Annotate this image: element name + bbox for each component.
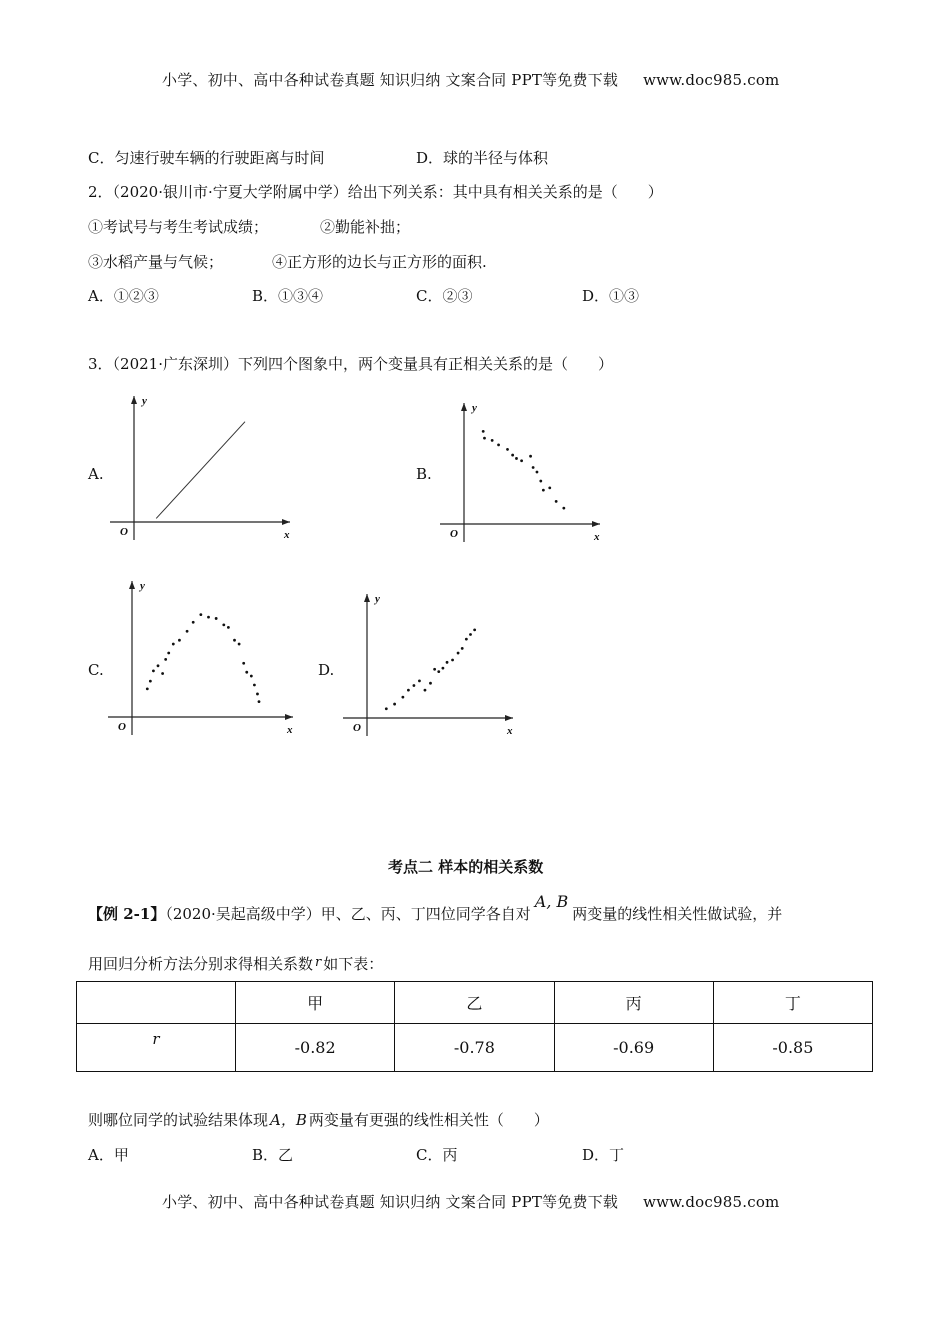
data-point (227, 626, 230, 629)
q3-label-a: A. (88, 465, 104, 483)
data-point (413, 684, 416, 687)
data-point (242, 662, 245, 665)
footer-site: www.doc985.com (643, 1193, 780, 1211)
q3-label-c: C. (88, 661, 104, 679)
example-option-c: C．丙 (416, 1146, 458, 1164)
data-point (424, 689, 427, 692)
data-point (256, 693, 259, 696)
data-point (167, 652, 170, 655)
data-point (532, 466, 535, 469)
example-text-3: 用回归分析方法分别求得相关系数 (88, 955, 314, 973)
y-axis-arrow-icon (364, 594, 370, 602)
data-point (157, 664, 160, 667)
x-axis-label: x (284, 529, 290, 541)
data-point (172, 643, 175, 646)
data-point (506, 448, 509, 451)
example-vars: A, B (534, 892, 569, 911)
example-option-a: A．甲 (88, 1146, 129, 1164)
plot-c (108, 575, 303, 735)
q2-option-a: A．①②③ (88, 287, 159, 305)
data-point (385, 707, 388, 710)
data-point (245, 671, 248, 674)
example-question-vars: A，B (270, 1111, 307, 1129)
example-option-b: B．乙 (252, 1146, 294, 1164)
data-point (192, 621, 195, 624)
data-point (446, 661, 449, 664)
example-option-d: D．丁 (582, 1146, 625, 1164)
q2-stem: 2．（2020·银川市·宁夏大学附属中学）给出下列关系：其中具有相关关系的是（ ） (88, 183, 663, 201)
x-axis-label: x (594, 531, 600, 543)
q2-option-b: B．①③④ (252, 287, 324, 305)
example-tag: 【例 2-1】 (88, 905, 166, 923)
table-header-row (77, 982, 873, 1024)
header-site: www.doc985.com (643, 71, 780, 89)
data-point (520, 459, 523, 462)
data-point (536, 471, 539, 474)
data-point (429, 682, 432, 685)
y-axis-arrow-icon (461, 403, 467, 411)
table-cell: -0.78 (395, 1024, 554, 1072)
data-point (511, 454, 514, 457)
data-point (253, 684, 256, 687)
data-point (539, 480, 542, 483)
data-point (164, 658, 167, 661)
data-point (529, 455, 532, 458)
data-point (548, 486, 551, 489)
example-question-b: 两变量有更强的线性相关性（ ） (308, 1111, 549, 1129)
table-header-cell: 丁 (713, 982, 872, 1024)
data-point (222, 623, 225, 626)
data-point (437, 670, 440, 673)
data-point (161, 672, 164, 675)
data-point (442, 667, 445, 670)
data-point (497, 444, 500, 447)
data-point (418, 679, 421, 682)
data-point (233, 639, 236, 642)
table-cell: -0.69 (554, 1024, 713, 1072)
data-point (149, 680, 152, 683)
data-point (555, 500, 558, 503)
q2-item-3: ③水稻产量与气候； (88, 253, 224, 271)
data-point (469, 633, 472, 636)
origin-label: O (450, 528, 458, 540)
x-axis-label: x (287, 724, 293, 736)
example-text-1: （2020·吴起高级中学）甲、乙、丙、丁四位同学各自对 (165, 905, 531, 923)
x-axis-arrow-icon (282, 519, 290, 525)
table-header-cell: 甲 (236, 982, 395, 1024)
q2-item-2: ②勤能补拙； (320, 218, 411, 236)
page-header (162, 69, 779, 90)
data-point (542, 489, 545, 492)
table-header-cell: 丙 (554, 982, 713, 1024)
q2-option-d: D．①③ (582, 287, 640, 305)
y-axis-label: y (472, 402, 477, 414)
data-point (433, 668, 436, 671)
section-title: 考点二 样本的相关系数 (388, 858, 544, 876)
data-point (199, 613, 202, 616)
y-axis-label: y (140, 580, 145, 592)
table-row (77, 1024, 873, 1072)
data-point (473, 628, 476, 631)
header-text: 小学、初中、高中各种试卷真题 知识归纳 文案合同 PPT等免费下载 (162, 71, 619, 89)
q1-option-c: C．匀速行驶车辆的行驶距离与时间 (88, 149, 325, 167)
example-question (88, 1109, 549, 1130)
data-line (156, 422, 245, 519)
data-point (258, 700, 261, 703)
q2-item-4: ④正方形的边长与正方形的面积. (272, 253, 487, 271)
origin-label: O (353, 722, 361, 734)
data-point (215, 617, 218, 620)
plot-a (110, 390, 300, 540)
example-text-4: 如下表： (323, 955, 384, 973)
table-cell: -0.85 (713, 1024, 872, 1072)
y-axis-label: y (142, 395, 147, 407)
data-point (461, 647, 464, 650)
data-point (407, 689, 410, 692)
q3-label-d: D. (318, 661, 335, 679)
y-axis-arrow-icon (131, 396, 137, 404)
origin-label: O (120, 526, 128, 538)
data-point (250, 675, 253, 678)
example-text-2: 两变量的线性相关性做试验，并 (572, 905, 783, 923)
data-point (146, 687, 149, 690)
example-2-1-line2 (88, 953, 383, 974)
q3-stem: 3．（2021·广东深圳）下列四个图象中，两个变量具有正相关关系的是（ ） (88, 355, 613, 373)
data-point (451, 659, 454, 662)
q1-option-d: D．球的半径与体积 (416, 149, 549, 167)
footer-text: 小学、初中、高中各种试卷真题 知识归纳 文案合同 PPT等免费下载 (162, 1193, 619, 1211)
y-axis-arrow-icon (129, 581, 135, 589)
plot-b (440, 397, 610, 542)
page-footer (162, 1191, 779, 1212)
origin-label: O (118, 721, 126, 733)
data-point (401, 696, 404, 699)
correlation-table (76, 981, 873, 1072)
example-2-1-line1 (88, 892, 783, 924)
example-question-a: 则哪位同学的试验结果体现 (88, 1111, 269, 1129)
data-point (491, 439, 494, 442)
plot-d (343, 588, 523, 736)
data-point (152, 670, 155, 673)
data-point (238, 643, 241, 646)
data-point (393, 703, 396, 706)
q3-label-b: B. (416, 465, 432, 483)
data-point (207, 616, 210, 619)
q2-item-1: ①考试号与考生考试成绩； (88, 218, 269, 236)
example-r: r (315, 955, 322, 970)
y-axis-label: y (375, 593, 380, 605)
data-point (457, 652, 460, 655)
x-axis-arrow-icon (285, 714, 293, 720)
x-axis-label: x (507, 725, 513, 737)
data-point (178, 639, 181, 642)
data-point (465, 638, 468, 641)
table-row-label: r (77, 1024, 236, 1072)
x-axis-arrow-icon (505, 715, 513, 721)
data-point (483, 437, 486, 440)
q2-option-c: C．②③ (416, 287, 473, 305)
data-point (515, 457, 518, 460)
data-point (562, 507, 565, 510)
data-point (186, 630, 189, 633)
x-axis-arrow-icon (592, 521, 600, 527)
table-header-cell: 乙 (395, 982, 554, 1024)
table-header-cell (77, 982, 236, 1024)
table-cell: -0.82 (236, 1024, 395, 1072)
data-point (482, 430, 485, 433)
